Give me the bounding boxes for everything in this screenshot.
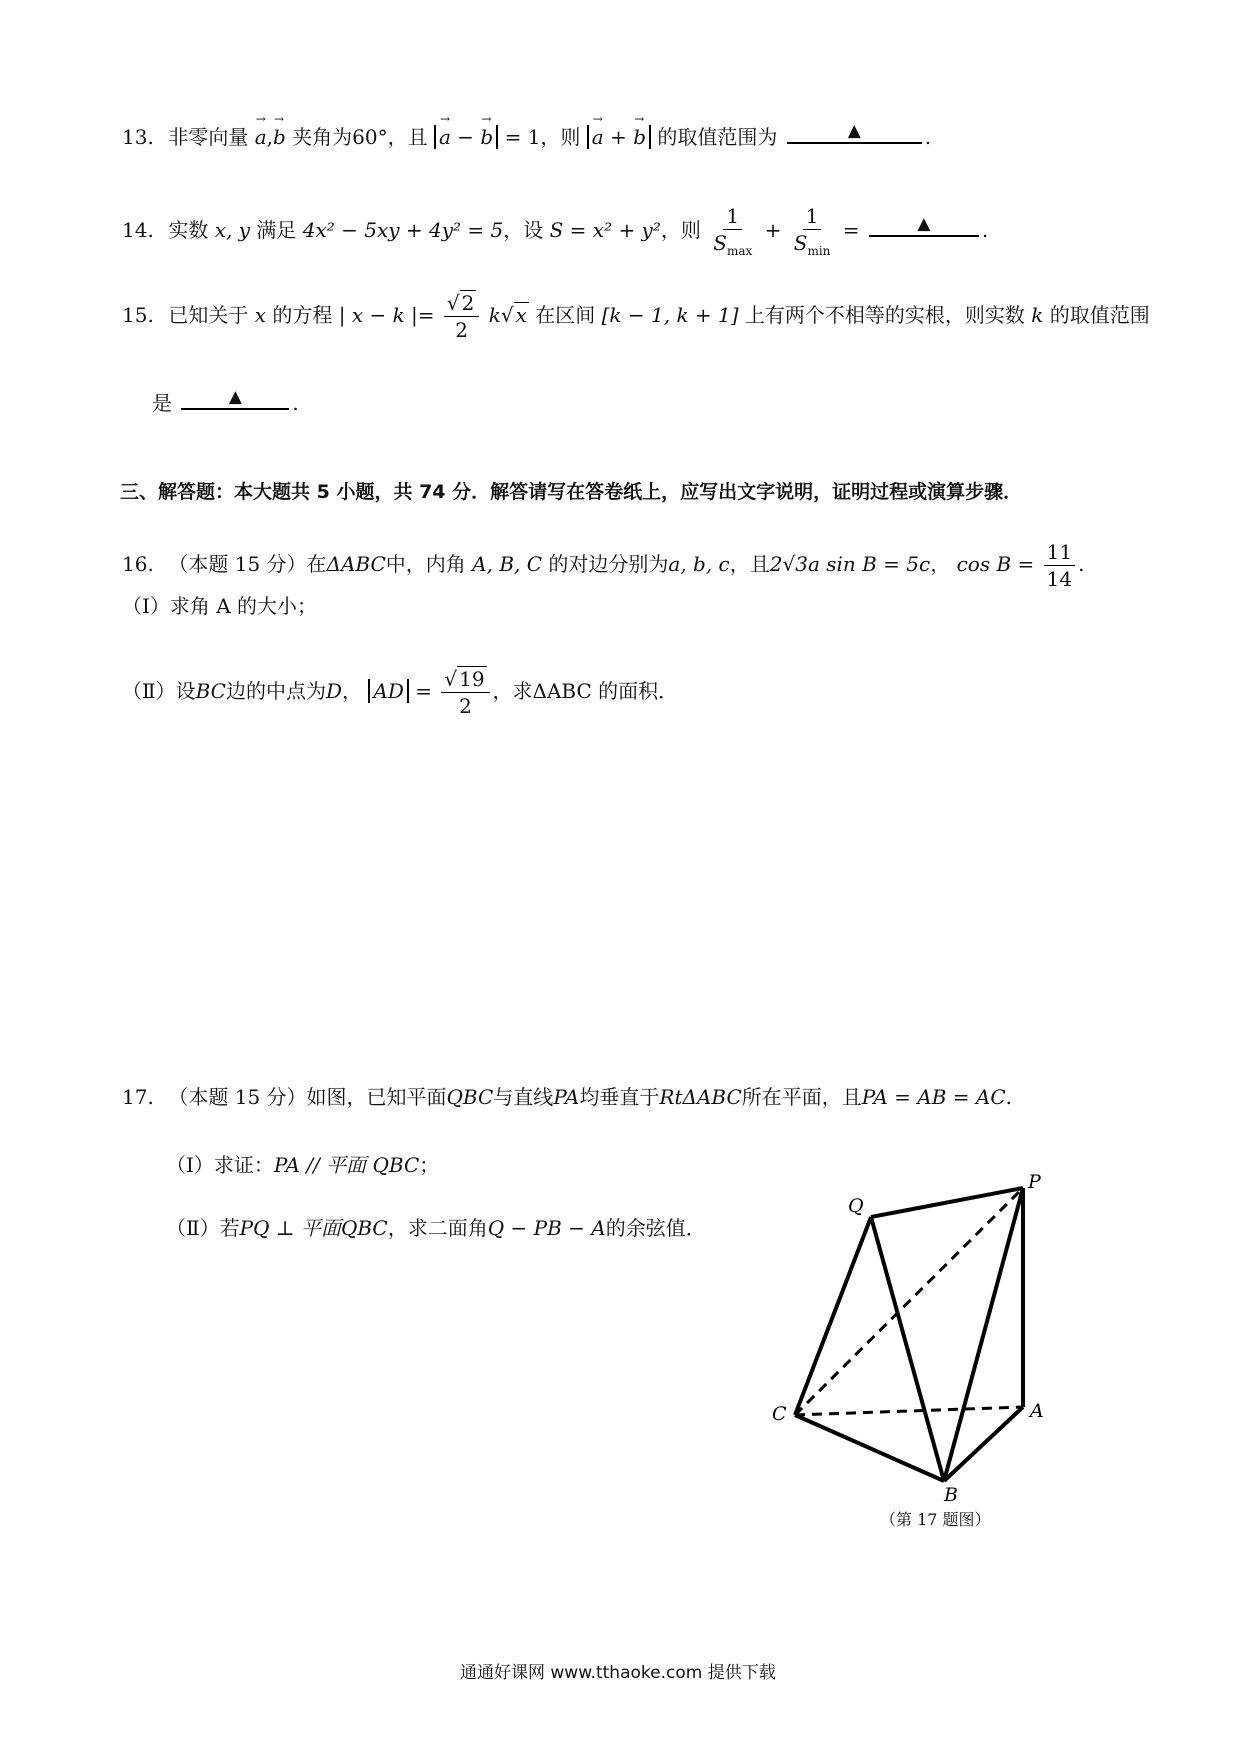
section-heading: 三、解答题：本大题共 5 小题，共 74 分．解答请写在答卷纸上，应写出文字说明，证明过程或演算步骤． [120,481,1023,503]
triangle-marker-icon: ▲ [847,121,861,141]
question-17-part1: （Ⅰ）求证：PA // 平面 QBC； [166,1153,440,1177]
label-p: P [1028,1171,1041,1193]
answer-blank [869,215,979,237]
question-15: 15. 已知关于 x 的方程 | x − k |= $\frac{√ 2}{2}$ k√ x 在区间 [k − 1, k + 1] 上有两个不相等的实根，则实数 k 的取值范围 [122,291,1150,342]
edge-cb [795,1415,944,1481]
label-b: B [944,1484,958,1506]
edge-qp [871,1188,1023,1217]
fraction-root2-over-2: $\frac{√ 2}{2}$ [444,292,479,341]
fraction-smin: $\frac{1}{S_{min}}$ [793,204,831,258]
question-16-part2: （Ⅱ）设BC边的中点为D， AD = $\frac{√ 19}{2}$ ，求ΔABC 的面积． [122,667,679,718]
question-number: 13. [122,125,154,149]
edge-qc [795,1217,871,1415]
fraction-smax: $\frac{1}{S_{max}}$ [713,204,753,258]
triangle-marker-icon: ▲ [228,387,242,407]
question-17: 17. （本题 15 分）如图，已知平面QBC与直线PA均垂直于RtΔABC所在平面，且PA = AB = AC. [122,1085,1013,1109]
footer: 通通好课网 www.tthaoke.com 提供下载 [460,1663,776,1683]
question-number: 15. [122,303,154,327]
question-17-part2: （Ⅱ）若PQ ⊥ 平面QBC，求二面角Q − PB − A的余弦值． [166,1216,706,1240]
question-16-part1: （Ⅰ）求角 A 的大小； [122,594,318,618]
edge-ca-dashed [795,1407,1023,1415]
question-13: 13. 非零向量 → a,→ b 夹角为60°，且 → a − → b = 1，则 → a + → b 的取值范围为 ▲ . [122,122,931,147]
answer-blank [181,388,289,410]
abs-a-minus-b: → a − → b [434,125,498,149]
fraction-cos-b: $\frac{11}{14}$ [1044,541,1075,590]
question-number: 17. [122,1085,154,1109]
question-15-cont: 是 ▲ . [152,387,299,415]
edge-pb [944,1188,1023,1481]
geometry-figure [770,1170,1070,1510]
label-c: C [772,1403,787,1425]
fraction-root19-over-2: $\frac{√ 19}{2}$ [441,668,489,717]
question-14: 14. 实数 x, y 满足 4x² − 5xy + 4y² = 5，设 S = x² + y²，则 $\frac{1}{S_{max}}$ + $\frac{1}{S_{min}}$ = ▲ . [122,204,989,258]
figure-caption: （第 17 题图） [880,1510,991,1529]
label-a: A [1030,1400,1044,1422]
label-q: Q [848,1195,864,1217]
abs-a-plus-b: → a + → b [587,125,651,149]
edge-cp-dashed [795,1188,1023,1415]
edge-qb [871,1217,944,1481]
question-16: 16. （本题 15 分）在ΔABC中，内角 A, B, C 的对边分别为a, b, c，且2√3a sin B = 5c， cos B = $\frac{11}{14}$ . [122,540,1085,591]
question-number: 14. [122,218,154,243]
question-number: 16. [122,552,154,576]
triangle-marker-icon: ▲ [917,214,931,235]
answer-blank [787,122,922,144]
